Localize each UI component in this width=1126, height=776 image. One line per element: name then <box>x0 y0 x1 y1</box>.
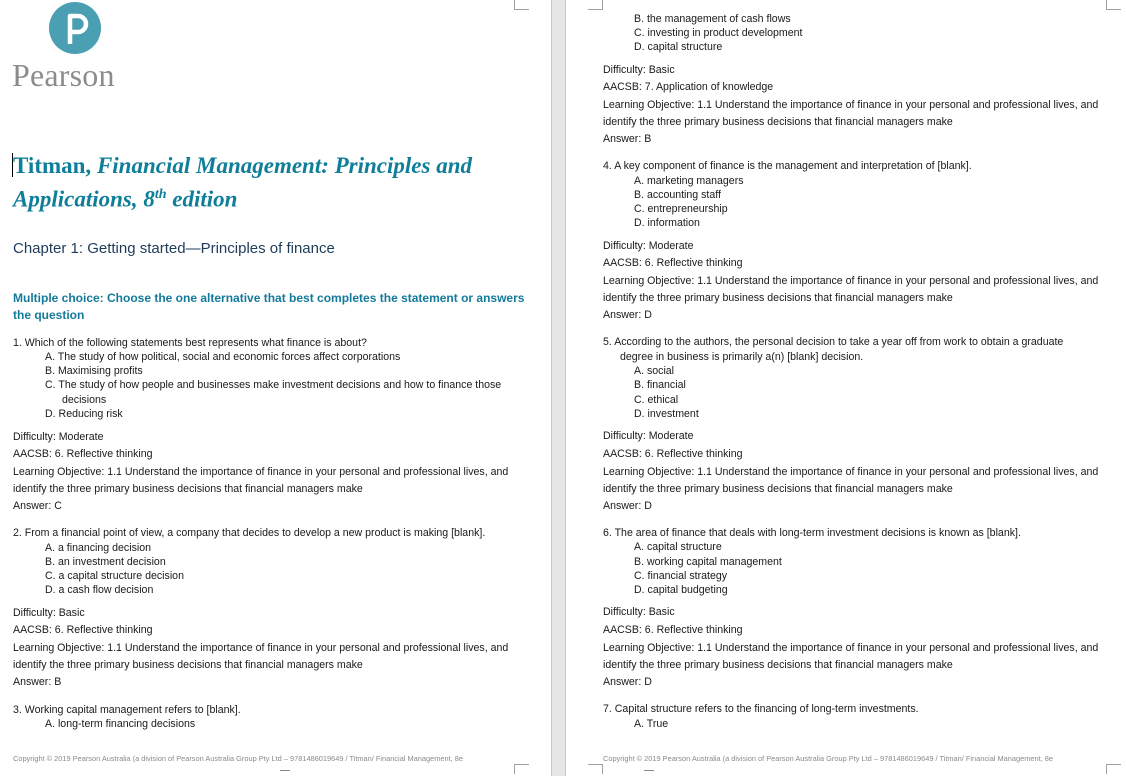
question-2-aacsb[interactable]: AACSB: 6. Reflective thinking <box>13 624 153 636</box>
title-superscript: th <box>154 187 167 202</box>
question-5-option-c[interactable]: C. ethical <box>634 394 679 406</box>
margin-crop-mark <box>1106 764 1121 774</box>
margin-crop-mark <box>588 0 603 10</box>
question-1-option-c[interactable]: C. The study of how people and businesses make investment decisions and how to finance those <box>45 379 502 391</box>
title-book: Financial Management: Principles and Applications, 8 <box>13 153 473 212</box>
question-6-difficulty[interactable]: Difficulty: Basic <box>603 606 675 618</box>
question-5-option-a[interactable]: A. social <box>634 365 675 377</box>
question-6-option-d[interactable]: D. capital budgeting <box>634 584 728 596</box>
page-footer: Copyright © 2019 Pearson Australia (a division of Pearson Australia Group Pty Ltd – 9781486019649 / Titman/ Financial Management, 8e <box>603 754 1053 763</box>
question-4-option-d[interactable]: D. information <box>634 217 700 229</box>
question-6-option-c[interactable]: C. financial strategy <box>634 570 728 582</box>
question-1-learning-objective[interactable]: Learning Objective: 1.1 Understand the importance of finance in your personal and professional lives, and <box>13 466 509 478</box>
question-6-stem[interactable]: 6. The area of finance that deals with long-term investment decisions is known as [blank]. <box>603 527 1021 539</box>
question-2-learning-objective-continued[interactable]: identify the three primary business decisions that financial managers make <box>13 659 363 671</box>
question-3-stem[interactable]: 3. Working capital management refers to [blank]. <box>13 704 241 716</box>
question-1-option-b[interactable]: B. Maximising profits <box>45 365 143 377</box>
question-3-option-b[interactable]: B. the management of cash flows <box>634 13 791 25</box>
question-1-stem[interactable]: 1. Which of the following statements best represents what finance is about? <box>13 337 367 349</box>
question-6-option-a[interactable]: A. capital structure <box>634 541 722 553</box>
margin-crop-mark <box>514 0 529 10</box>
question-1-option-d[interactable]: D. Reducing risk <box>45 408 123 420</box>
question-2-answer[interactable]: Answer: B <box>13 676 62 688</box>
question-5-stem[interactable]: 5. According to the authors, the personal decision to take a year off from work to obtain a graduate <box>603 336 1064 348</box>
question-6-learning-objective-continued[interactable]: identify the three primary business decisions that financial managers make <box>603 659 953 671</box>
question-3-learning-objective-continued[interactable]: identify the three primary business decisions that financial managers make <box>603 116 953 128</box>
question-5-learning-objective-continued[interactable]: identify the three primary business decisions that financial managers make <box>603 483 953 495</box>
question-2-stem[interactable]: 2. From a financial point of view, a company that decides to develop a new product is making [blank]. <box>13 527 486 539</box>
pearson-p-logo-icon <box>49 2 101 54</box>
question-5-difficulty[interactable]: Difficulty: Moderate <box>603 430 694 442</box>
question-5-aacsb[interactable]: AACSB: 6. Reflective thinking <box>603 448 743 460</box>
question-3-learning-objective[interactable]: Learning Objective: 1.1 Understand the importance of finance in your personal and professional lives, and <box>603 99 1099 111</box>
page-footer: Copyright © 2019 Pearson Australia (a division of Pearson Australia Group Pty Ltd – 9781486019649 / Titman/ Financial Management, 8e <box>13 754 463 763</box>
chapter-heading[interactable]: Chapter 1: Getting started—Principles of finance <box>13 240 335 257</box>
question-1-difficulty[interactable]: Difficulty: Moderate <box>13 431 104 443</box>
question-4-learning-objective[interactable]: Learning Objective: 1.1 Understand the importance of finance in your personal and professional lives, and <box>603 275 1099 287</box>
title-author: Titman, <box>13 153 97 178</box>
question-6-learning-objective[interactable]: Learning Objective: 1.1 Understand the importance of finance in your personal and professional lives, and <box>603 642 1099 654</box>
question-2-difficulty[interactable]: Difficulty: Basic <box>13 607 85 619</box>
pearson-logo-text: Pearson <box>12 57 115 93</box>
title-edition: edition <box>166 186 238 212</box>
question-1-learning-objective-continued[interactable]: identify the three primary business decisions that financial managers make <box>13 483 363 495</box>
question-5-learning-objective[interactable]: Learning Objective: 1.1 Understand the importance of finance in your personal and professional lives, and <box>603 466 1099 478</box>
question-4-difficulty[interactable]: Difficulty: Moderate <box>603 240 694 252</box>
question-3-answer[interactable]: Answer: B <box>603 133 652 145</box>
question-1-option-c-continued[interactable]: decisions <box>62 394 107 406</box>
question-4-learning-objective-continued[interactable]: identify the three primary business decisions that financial managers make <box>603 292 953 304</box>
question-2-learning-objective[interactable]: Learning Objective: 1.1 Understand the importance of finance in your personal and professional lives, and <box>13 642 509 654</box>
question-7-stem[interactable]: 7. Capital structure refers to the financing of long-term investments. <box>603 703 919 715</box>
page-bottom-mark <box>280 770 290 776</box>
question-4-aacsb[interactable]: AACSB: 6. Reflective thinking <box>603 257 743 269</box>
document-title[interactable] <box>13 151 533 214</box>
question-4-option-a[interactable]: A. marketing managers <box>634 175 744 187</box>
question-2-option-c[interactable]: C. a capital structure decision <box>45 570 184 582</box>
question-2-option-b[interactable]: B. an investment decision <box>45 556 166 568</box>
question-5-answer[interactable]: Answer: D <box>603 500 652 512</box>
question-5-option-b[interactable]: B. financial <box>634 379 686 391</box>
question-3-difficulty[interactable]: Difficulty: Basic <box>603 64 675 76</box>
margin-crop-mark <box>1106 0 1121 10</box>
question-5-stem-continued[interactable]: degree in business is primarily a(n) [blank] decision. <box>620 351 864 363</box>
question-2-option-d[interactable]: D. a cash flow decision <box>45 584 154 596</box>
question-6-option-b[interactable]: B. working capital management <box>634 556 782 568</box>
question-4-option-c[interactable]: C. entrepreneurship <box>634 203 728 215</box>
margin-crop-mark <box>588 764 603 774</box>
question-3-option-c[interactable]: C. investing in product development <box>634 27 803 39</box>
page-gap <box>551 0 566 776</box>
margin-crop-mark <box>514 764 529 774</box>
question-2-option-a[interactable]: A. a financing decision <box>45 542 152 554</box>
question-3-option-a[interactable]: A. long-term financing decisions <box>45 718 196 730</box>
question-3-aacsb[interactable]: AACSB: 7. Application of knowledge <box>603 81 774 93</box>
question-3-option-d[interactable]: D. capital structure <box>634 41 723 53</box>
question-5-option-d[interactable]: D. investment <box>634 408 699 420</box>
question-1-option-a[interactable]: A. The study of how political, social and economic forces affect corporations <box>45 351 401 363</box>
question-7-option-a[interactable]: A. True <box>634 718 669 730</box>
question-6-aacsb[interactable]: AACSB: 6. Reflective thinking <box>603 624 743 636</box>
question-6-answer[interactable]: Answer: D <box>603 676 652 688</box>
document-page-right <box>566 0 1126 776</box>
question-1-aacsb[interactable]: AACSB: 6. Reflective thinking <box>13 448 153 460</box>
question-4-answer[interactable]: Answer: D <box>603 309 652 321</box>
question-4-stem[interactable]: 4. A key component of finance is the management and interpretation of [blank]. <box>603 160 972 172</box>
question-1-answer[interactable]: Answer: C <box>13 500 62 512</box>
page-bottom-mark <box>644 770 654 776</box>
instructions-heading[interactable]: Multiple choice: Choose the one alternative that best completes the statement or answers the question <box>13 291 525 322</box>
document-page-left <box>0 0 551 776</box>
question-4-option-b[interactable]: B. accounting staff <box>634 189 721 201</box>
